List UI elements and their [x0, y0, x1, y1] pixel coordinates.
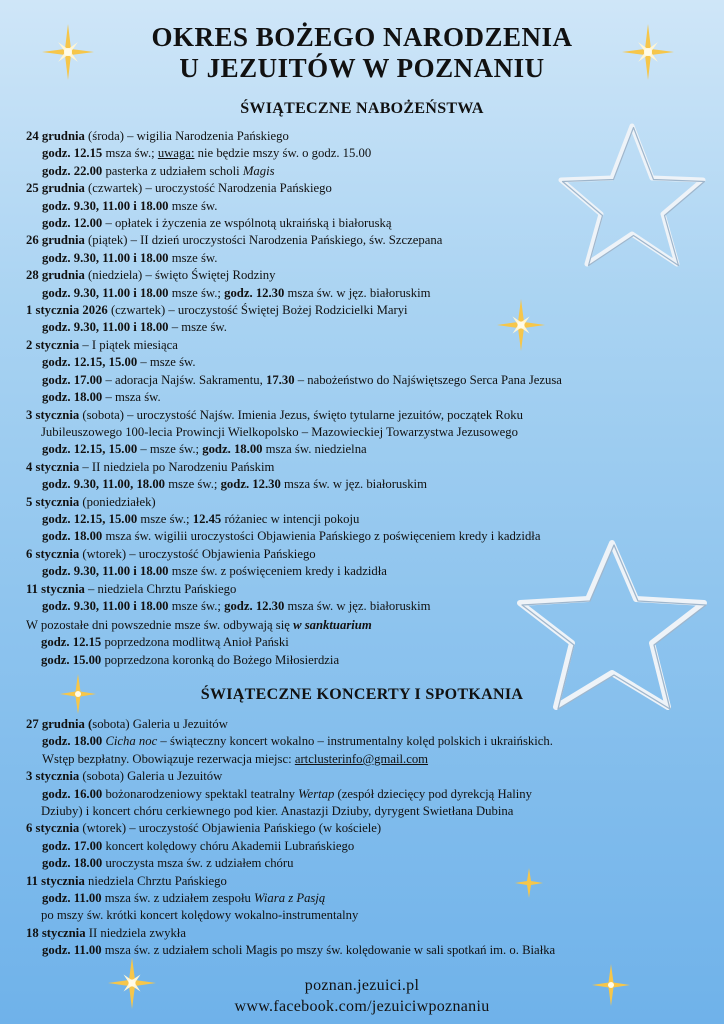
entry-header-line — [26, 581, 706, 598]
entry-detail-line — [26, 372, 706, 389]
text-run: msze św.; — [168, 285, 225, 300]
text-run: godz. 12.30 — [224, 598, 285, 613]
entry-detail-line — [26, 942, 706, 959]
text-run: 6 stycznia — [26, 821, 80, 836]
text-run: nie będzie mszy św. o godz. 15.00 — [194, 146, 372, 161]
text-run: msza św. w jęz. białoruskim — [284, 598, 431, 613]
text-run: (wtorek) – uroczystość Objawienia Pańskiego (w kościele) — [79, 821, 382, 836]
text-run: II niedziela zwykła — [85, 925, 186, 940]
text-run: 11 stycznia — [26, 873, 85, 888]
entry-detail-line — [26, 751, 706, 768]
text-run: – niedziela Chrztu Pańskiego — [84, 581, 237, 596]
text-run: W pozostałe dni powszednie msze św. odbywają się — [26, 618, 294, 632]
text-run: niedziela Chrztu Pańskiego — [84, 873, 227, 888]
entry-header-line — [26, 407, 706, 424]
entry-detail-line — [26, 890, 706, 907]
text-run: godz. 9.30, 11.00 i 18.00 — [42, 250, 169, 265]
entry-header-line — [26, 873, 706, 890]
entry-detail-line — [26, 528, 706, 545]
text-run: msza św. w jęz. białoruskim — [284, 285, 431, 300]
text-run: – nabożeństwo do Najświętszego Serca Pana Jezusa — [294, 372, 562, 387]
entry-detail-line — [26, 855, 706, 872]
text-run: msze św.; — [168, 598, 225, 613]
services-list — [26, 128, 706, 615]
text-run: msza św. w jęz. białoruskim — [280, 477, 427, 492]
entry-detail-line — [26, 733, 706, 750]
text-run: Wstęp bezpłatny. Obowiązuje rezerwacja miejsc: — [42, 751, 295, 766]
text-run: 6 stycznia — [26, 546, 80, 561]
text-run: – II niedziela po Narodzeniu Pańskim — [79, 459, 275, 474]
concerts-heading: ŚWIĄTECZNE KONCERTY I SPOTKANIA — [200, 686, 524, 703]
page-title — [0, 22, 724, 84]
entry-detail-line — [26, 198, 706, 215]
entry-header-line — [26, 820, 706, 837]
text-run: 3 stycznia — [26, 769, 80, 784]
text-run: 26 grudnia — [26, 233, 85, 248]
entry-detail-line — [26, 563, 706, 580]
email-link[interactable]: artclusterinfo@gmail.com — [294, 751, 429, 766]
website-link[interactable]: poznan.jezuici.pl — [304, 977, 420, 994]
text-run: godz. 11.00 — [42, 891, 102, 906]
entry-detail-line — [26, 838, 706, 855]
text-run: godz. 18.00 — [42, 390, 103, 405]
entry-detail-line — [26, 163, 706, 180]
text-run: godz. 12.30 — [224, 285, 285, 300]
text-run: Wertap — [298, 786, 335, 801]
entry-header-line — [26, 925, 706, 942]
entry-detail-line — [26, 389, 706, 406]
text-run: – świąteczny koncert wokalno – instrumentalny kolęd polskich i ukraińskich. — [157, 734, 553, 749]
text-run: godz. 18.00 — [42, 529, 103, 544]
text-run: (sobota) Galeria u Jezuitów — [79, 769, 223, 784]
entry-header-line — [26, 716, 706, 733]
entry-detail-line — [26, 476, 706, 493]
text-run: msze św. — [168, 198, 218, 213]
text-run: sobota) Galeria u Jezuitów — [92, 717, 228, 731]
text-run: msza św.; — [102, 146, 158, 161]
text-run: Cicha noc — [105, 734, 158, 749]
text-run: msza św. wigilii uroczystości Objawienia Pańskiego z poświęceniem kredy i kadzidła — [102, 529, 541, 544]
entry-detail-line — [26, 441, 706, 458]
text-run: godz. 17.00 — [42, 372, 103, 387]
text-run: godz. 18.00 — [42, 734, 103, 749]
text-run: Jubileuszowego 100-lecia Prowincji Wielkopolsko – Mazowieckiej Towarzystwa Jezusowego — [41, 424, 518, 439]
text-run: godz. 12.30 — [220, 477, 281, 492]
text-run: – msze św. — [168, 320, 227, 335]
text-run: (poniedziałek) — [79, 494, 156, 509]
entry-header-line — [26, 494, 706, 511]
text-run: 12.45 — [192, 511, 222, 526]
text-run: (wtorek) – uroczystość Objawienia Pańskiego — [79, 546, 316, 561]
text-run: bożonarodzeniowy spektakl teatralny — [102, 786, 299, 801]
text-run: (piątek) – II dzień uroczystości Narodzenia Pańskiego, św. Szczepana — [84, 233, 443, 248]
text-run: godz. 12.15, 15.00 — [42, 511, 138, 526]
text-run: godz. 18.00 — [202, 442, 263, 457]
services-heading: ŚWIĄTECZNE NABOŻEŃSTWA — [240, 100, 484, 117]
entry-header-line — [26, 617, 706, 634]
entry-header-line — [26, 337, 706, 354]
title-line-2: U JEZUITÓW W POZNANIU — [179, 53, 545, 83]
text-run: 1 stycznia 2026 — [26, 303, 108, 318]
text-run: godz. 12.00 — [42, 216, 103, 231]
text-run: godz. 18.00 — [42, 856, 103, 871]
text-run: godz. 9.30, 11.00 i 18.00 — [42, 564, 169, 579]
text-run: po mszy św. krótki koncert kolędowy wokalno-instrumentalny — [41, 908, 359, 923]
text-run: godz. 9.30, 11.00 i 18.00 — [42, 198, 169, 213]
entry-detail-line — [26, 145, 706, 162]
text-run: Wiara z Pasją — [254, 891, 326, 906]
entry-detail-line — [26, 215, 706, 232]
text-run: msze św. z poświęceniem kredy i kadzidła — [168, 564, 387, 579]
text-run: godz. 12.15 — [41, 635, 102, 650]
title-line-1: OKRES BOŻEGO NARODZENIA — [151, 22, 573, 52]
entry-header-line — [26, 302, 706, 319]
text-run: – adoracja Najśw. Sakramentu, — [102, 372, 266, 387]
text-run: Dziuby) i koncert chóru cerkiewnego pod kier. Anastazji Dziuby, dyrygent Swietłana Dubina — [41, 804, 514, 819]
text-run: pasterka z udziałem scholi — [102, 163, 243, 178]
text-run: godz. 9.30, 11.00 i 18.00 — [42, 598, 169, 613]
entry-detail-line — [26, 634, 706, 651]
entry-detail-line — [26, 319, 706, 336]
entry-header-line — [26, 128, 706, 145]
text-run: godz. 17.00 — [42, 838, 103, 853]
text-run: – msze św.; — [137, 442, 203, 457]
text-run: (niedziela) – święto Świętej Rodziny — [84, 268, 276, 283]
text-run: 5 stycznia — [26, 494, 80, 509]
text-run: godz. 12.15, 15.00 — [42, 355, 138, 370]
text-run: msza św. z udziałem zespołu — [101, 891, 255, 906]
entry-detail-line — [26, 786, 706, 803]
text-run: (środa) – wigilia Narodzenia Pańskiego — [84, 129, 289, 143]
text-run: uwaga: — [157, 146, 195, 161]
entry-detail-line — [26, 598, 706, 615]
text-run: godz. 9.30, 11.00, 18.00 — [42, 477, 166, 492]
footer — [0, 975, 724, 1017]
text-run: msze św.; — [165, 477, 221, 492]
text-run: uroczysta msza św. z udziałem chóru — [102, 856, 294, 871]
facebook-link[interactable]: www.facebook.com/jezuiciwpoznaniu — [234, 998, 490, 1015]
text-run: – I piątek miesiąca — [79, 337, 178, 352]
text-run: 11 stycznia — [26, 581, 85, 596]
entry-detail-line — [26, 803, 706, 820]
text-run: – msza św. — [102, 390, 161, 405]
entry-header-line — [26, 546, 706, 563]
entry-detail-line — [26, 354, 706, 371]
text-run: poprzedzona modlitwą Anioł Pański — [101, 635, 289, 650]
text-run: koncert kolędowy chóru Akademii Lubrańskiego — [102, 838, 355, 853]
entry-header-line — [26, 180, 706, 197]
text-run: (zespół dziecięcy pod dyrekcją Haliny — [334, 786, 532, 801]
text-run: 24 grudnia — [26, 129, 85, 143]
text-run: 2 stycznia — [26, 337, 80, 352]
text-run: godz. 16.00 — [42, 786, 103, 801]
text-run: 27 grudnia ( — [26, 717, 93, 731]
text-run: (czwartek) – uroczystość Świętej Bożej Rodzicielki Maryi — [107, 303, 408, 318]
text-run: msze św.; — [137, 511, 193, 526]
text-run: (czwartek) – uroczystość Narodzenia Pańskiego — [84, 181, 332, 196]
text-run: godz. 9.30, 11.00 i 18.00 — [42, 285, 169, 300]
text-run: 3 stycznia — [26, 407, 80, 422]
text-run: 28 grudnia — [26, 268, 85, 283]
text-run: godz. 22.00 — [42, 163, 103, 178]
text-run: – msze św. — [137, 355, 196, 370]
text-run: 4 stycznia — [26, 459, 80, 474]
entry-detail-line — [26, 652, 706, 669]
text-run: różaniec w intencji pokoju — [221, 511, 360, 526]
entry-detail-line — [26, 250, 706, 267]
weekday-masses — [26, 617, 706, 669]
text-run: msza św. z udziałem scholi Magis po mszy św. kolędowanie w sali spotkań im. o. Białka — [101, 943, 556, 958]
text-run: w sanktuarium — [293, 618, 372, 632]
text-run: poprzedzona koronką do Bożego Miłosierdzia — [101, 652, 340, 667]
entry-detail-line — [26, 511, 706, 528]
text-run: (sobota) – uroczystość Najśw. Imienia Jezus, święto tytularne jezuitów, początek Roku — [79, 407, 523, 422]
text-run: 18 stycznia — [26, 925, 86, 940]
text-run: godz. 12.15 — [42, 146, 103, 161]
text-run: godz. 9.30, 11.00 i 18.00 — [42, 320, 169, 335]
text-run: godz. 15.00 — [41, 652, 102, 667]
text-run: Magis — [242, 163, 275, 178]
entry-header-line — [26, 459, 706, 476]
text-run: 17.30 — [265, 372, 295, 387]
text-run: msze św. — [168, 250, 218, 265]
entry-header-line — [26, 232, 706, 249]
text-run: msza św. niedzielna — [262, 442, 367, 457]
text-run: 25 grudnia — [26, 181, 85, 196]
text-run: – opłatek i życzenia ze wspólnotą ukraińską i białoruską — [102, 216, 392, 231]
entry-detail-line — [26, 907, 706, 924]
text-run: godz. 11.00 — [42, 943, 102, 958]
entry-detail-line — [26, 424, 706, 441]
concerts-list — [26, 716, 706, 960]
entry-detail-line — [26, 285, 706, 302]
entry-header-line — [26, 267, 706, 284]
entry-header-line — [26, 768, 706, 785]
text-run: godz. 12.15, 15.00 — [42, 442, 138, 457]
